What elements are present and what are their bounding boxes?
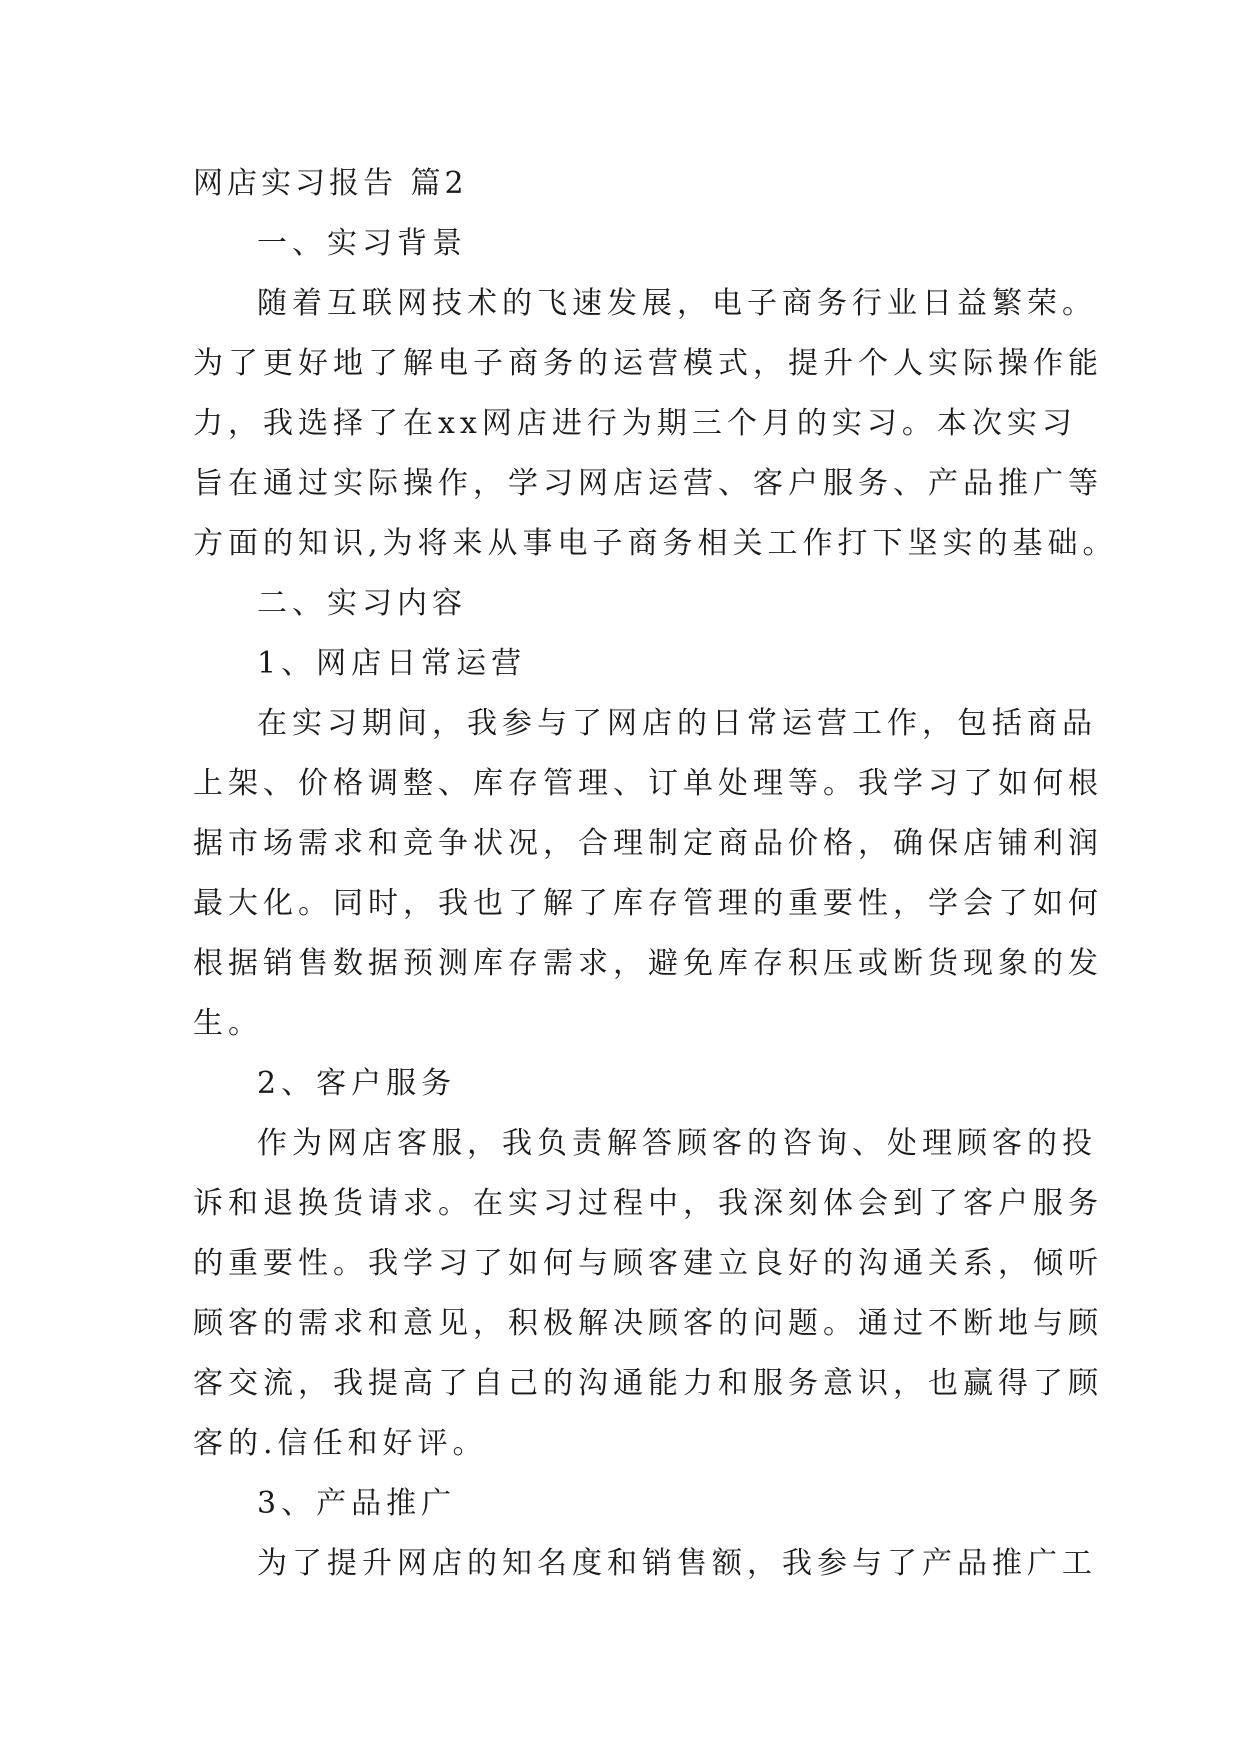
text-line: 在实习期间，我参与了网店的日常运营工作，包括商品 xyxy=(257,706,1097,741)
text-line: 为了更好地了解电子商务的运营模式，提升个人实际操作能 xyxy=(193,346,1103,381)
text-line: 2、客户服务 xyxy=(257,1066,457,1101)
text-line: 最大化。同时，我也了解了库存管理的重要性，学会了如何 xyxy=(193,886,1103,921)
text-line: 上架、价格调整、库存管理、订单处理等。我学习了如何根 xyxy=(193,766,1103,801)
text-line: 方面的知识,为将来从事电子商务相关工作打下坚实的基础。 xyxy=(193,526,1118,561)
text-line: 根据销售数据预测库存需求，避免库存积压或断货现象的发 xyxy=(193,946,1103,981)
document-title: 网店实习报告 篇2 xyxy=(193,166,468,201)
text-line: 诉和退换货请求。在实习过程中，我深刻体会到了客户服务 xyxy=(193,1186,1103,1221)
text-line: 二、实习内容 xyxy=(257,586,467,621)
text-line: 旨在通过实际操作，学习网店运营、客户服务、产品推广等 xyxy=(193,466,1103,501)
document-body xyxy=(193,214,1118,1594)
text-line: 一、实习背景 xyxy=(257,226,467,261)
text-line: 随着互联网技术的飞速发展，电子商务行业日益繁荣。 xyxy=(257,286,1097,321)
text-line: 客的.信任和好评。 xyxy=(193,1426,488,1461)
text-line: 据市场需求和竞争状况，合理制定商品价格，确保店铺利润 xyxy=(193,826,1103,861)
text-line: 的重要性。我学习了如何与顾客建立良好的沟通关系，倾听 xyxy=(193,1246,1103,1281)
text-line: 1、网店日常运营 xyxy=(257,646,527,681)
document-page xyxy=(193,154,1118,1594)
text-line: 作为网店客服，我负责解答顾客的咨询、处理顾客的投 xyxy=(257,1126,1097,1161)
text-line: 生。 xyxy=(193,1006,263,1041)
text-line: 力，我选择了在xx网店进行为期三个月的实习。本次实习 xyxy=(193,406,1077,441)
text-line: 3、产品推广 xyxy=(257,1486,457,1521)
text-line: 为了提升网店的知名度和销售额，我参与了产品推广工 xyxy=(257,1546,1097,1581)
text-line: 客交流，我提高了自己的沟通能力和服务意识，也赢得了顾 xyxy=(193,1366,1103,1401)
text-line: 顾客的需求和意见，积极解决顾客的问题。通过不断地与顾 xyxy=(193,1306,1103,1341)
